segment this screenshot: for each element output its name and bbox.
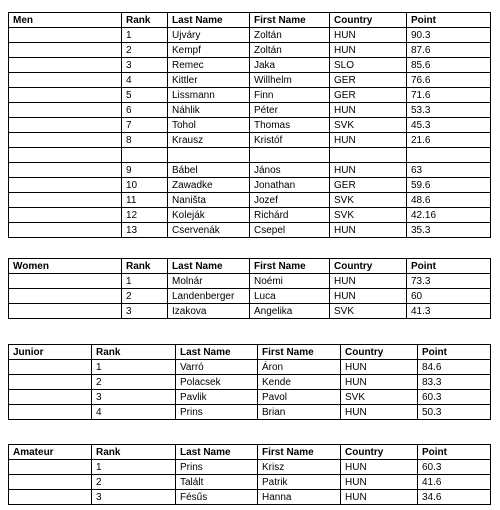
cell-rank: 1 (122, 274, 168, 289)
cell-rank: 10 (122, 178, 168, 193)
cell-first-name: Jonathan (250, 178, 330, 193)
cell-last-name: Náhlik (168, 103, 250, 118)
cell-rank: 9 (122, 163, 168, 178)
cell-point: 85.6 (407, 58, 491, 73)
cell-first-name (250, 148, 330, 163)
header-category: Men (9, 13, 122, 28)
junior-results-table (8, 344, 491, 420)
cell-category (9, 118, 122, 133)
table-row (9, 304, 491, 319)
cell-last-name: Prins (176, 460, 258, 475)
cell-rank: 2 (122, 289, 168, 304)
cell-point: 53.3 (407, 103, 491, 118)
cell-rank: 7 (122, 118, 168, 133)
cell-first-name: Krisz (258, 460, 341, 475)
cell-category (9, 360, 92, 375)
cell-rank (122, 148, 168, 163)
cell-last-name: Kempf (168, 43, 250, 58)
cell-category (9, 133, 122, 148)
table-header-row (9, 345, 491, 360)
table-header-row (9, 445, 491, 460)
cell-rank: 8 (122, 133, 168, 148)
cell-rank: 2 (122, 43, 168, 58)
cell-last-name: Krausz (168, 133, 250, 148)
cell-last-name: Koleják (168, 208, 250, 223)
cell-point: 63 (407, 163, 491, 178)
cell-country: HUN (330, 223, 407, 238)
cell-first-name: Jozef (250, 193, 330, 208)
header-category: Women (9, 259, 122, 274)
cell-category (9, 193, 122, 208)
cell-rank: 1 (92, 460, 176, 475)
men-results-table (8, 12, 491, 238)
header-first-name: First Name (258, 345, 341, 360)
cell-country: HUN (341, 405, 418, 420)
cell-first-name: Luca (250, 289, 330, 304)
cell-rank: 5 (122, 88, 168, 103)
cell-last-name: Remec (168, 58, 250, 73)
cell-point: 41.6 (418, 475, 491, 490)
table-row (9, 193, 491, 208)
table-row (9, 133, 491, 148)
cell-rank: 1 (122, 28, 168, 43)
cell-country: HUN (330, 163, 407, 178)
cell-last-name: Zawadke (168, 178, 250, 193)
cell-first-name: Péter (250, 103, 330, 118)
cell-rank: 6 (122, 103, 168, 118)
cell-country: SLO (330, 58, 407, 73)
header-country: Country (341, 345, 418, 360)
cell-rank: 11 (122, 193, 168, 208)
cell-last-name: Landenberger (168, 289, 250, 304)
cell-first-name: Kende (258, 375, 341, 390)
women-results-table (8, 258, 491, 319)
cell-first-name: Hanna (258, 490, 341, 505)
table-row (9, 460, 491, 475)
cell-last-name: Talált (176, 475, 258, 490)
cell-first-name: Noémi (250, 274, 330, 289)
cell-category (9, 223, 122, 238)
cell-last-name: Cservenák (168, 223, 250, 238)
header-rank: Rank (92, 345, 176, 360)
cell-category (9, 460, 92, 475)
cell-rank: 4 (92, 405, 176, 420)
cell-point: 60 (407, 289, 491, 304)
table-row (9, 58, 491, 73)
cell-first-name: Richárd (250, 208, 330, 223)
cell-point: 45.3 (407, 118, 491, 133)
cell-last-name: Kittler (168, 73, 250, 88)
table-row (9, 375, 491, 390)
cell-point: 76.6 (407, 73, 491, 88)
table-row-spacer (9, 148, 491, 163)
cell-country: HUN (341, 475, 418, 490)
cell-first-name: Brian (258, 405, 341, 420)
cell-rank: 3 (92, 490, 176, 505)
cell-point: 90.3 (407, 28, 491, 43)
cell-last-name: Bábel (168, 163, 250, 178)
cell-point: 84.6 (418, 360, 491, 375)
cell-last-name: Ujváry (168, 28, 250, 43)
header-last-name: Last Name (176, 445, 258, 460)
cell-first-name: Willhelm (250, 73, 330, 88)
cell-rank: 12 (122, 208, 168, 223)
cell-last-name: Lissmann (168, 88, 250, 103)
cell-point: 48.6 (407, 193, 491, 208)
cell-rank: 3 (92, 390, 176, 405)
cell-country: HUN (330, 28, 407, 43)
table-row (9, 88, 491, 103)
header-point: Point (407, 259, 491, 274)
header-rank: Rank (92, 445, 176, 460)
cell-rank: 2 (92, 475, 176, 490)
cell-point: 41.3 (407, 304, 491, 319)
cell-point: 42.16 (407, 208, 491, 223)
cell-rank: 2 (92, 375, 176, 390)
cell-point: 34.6 (418, 490, 491, 505)
table-row (9, 43, 491, 58)
cell-category (9, 475, 92, 490)
cell-rank: 1 (92, 360, 176, 375)
cell-point: 35.3 (407, 223, 491, 238)
cell-rank: 13 (122, 223, 168, 238)
header-rank: Rank (122, 13, 168, 28)
header-country: Country (330, 259, 407, 274)
cell-rank: 3 (122, 58, 168, 73)
cell-country (330, 148, 407, 163)
cell-category (9, 88, 122, 103)
table-header-row (9, 259, 491, 274)
cell-country: GER (330, 73, 407, 88)
header-point: Point (418, 345, 491, 360)
cell-country: HUN (341, 460, 418, 475)
cell-country: SVK (330, 118, 407, 133)
cell-point: 87.6 (407, 43, 491, 58)
cell-category (9, 73, 122, 88)
cell-category (9, 58, 122, 73)
cell-first-name: Kristóf (250, 133, 330, 148)
cell-category (9, 103, 122, 118)
cell-point (407, 148, 491, 163)
cell-category (9, 208, 122, 223)
table-row (9, 274, 491, 289)
cell-first-name: Patrik (258, 475, 341, 490)
header-last-name: Last Name (168, 259, 250, 274)
cell-first-name: Jaka (250, 58, 330, 73)
header-first-name: First Name (258, 445, 341, 460)
table-row (9, 289, 491, 304)
cell-country: HUN (330, 103, 407, 118)
cell-last-name: Varró (176, 360, 258, 375)
cell-category (9, 390, 92, 405)
cell-last-name (168, 148, 250, 163)
cell-first-name: Zoltán (250, 43, 330, 58)
cell-country: HUN (341, 490, 418, 505)
table-row (9, 73, 491, 88)
cell-last-name: Fésűs (176, 490, 258, 505)
cell-first-name: Csepel (250, 223, 330, 238)
cell-point: 83.3 (418, 375, 491, 390)
header-country: Country (330, 13, 407, 28)
header-rank: Rank (122, 259, 168, 274)
cell-point: 60.3 (418, 460, 491, 475)
cell-country: SVK (330, 193, 407, 208)
cell-country: HUN (330, 133, 407, 148)
table-row (9, 490, 491, 505)
cell-country: GER (330, 88, 407, 103)
cell-first-name: Angelika (250, 304, 330, 319)
cell-country: HUN (330, 274, 407, 289)
table-row (9, 405, 491, 420)
cell-country: HUN (330, 289, 407, 304)
header-point: Point (418, 445, 491, 460)
table-header-row (9, 13, 491, 28)
cell-last-name: Naništa (168, 193, 250, 208)
cell-category (9, 28, 122, 43)
table-row (9, 223, 491, 238)
table-row (9, 118, 491, 133)
table-row (9, 208, 491, 223)
cell-category (9, 490, 92, 505)
cell-category (9, 405, 92, 420)
cell-first-name: Zoltán (250, 28, 330, 43)
table-row (9, 360, 491, 375)
cell-last-name: Polacsek (176, 375, 258, 390)
cell-category (9, 375, 92, 390)
cell-country: SVK (330, 304, 407, 319)
header-first-name: First Name (250, 13, 330, 28)
header-category: Amateur (9, 445, 92, 460)
cell-first-name: Thomas (250, 118, 330, 133)
cell-point: 21.6 (407, 133, 491, 148)
cell-first-name: János (250, 163, 330, 178)
cell-category (9, 148, 122, 163)
cell-country: SVK (330, 208, 407, 223)
cell-country: GER (330, 178, 407, 193)
cell-country: HUN (341, 375, 418, 390)
cell-country: HUN (341, 360, 418, 375)
cell-first-name: Áron (258, 360, 341, 375)
cell-first-name: Finn (250, 88, 330, 103)
cell-rank: 4 (122, 73, 168, 88)
cell-category (9, 163, 122, 178)
cell-last-name: Prins (176, 405, 258, 420)
table-row (9, 103, 491, 118)
header-first-name: First Name (250, 259, 330, 274)
cell-last-name: Pavlik (176, 390, 258, 405)
cell-point: 73.3 (407, 274, 491, 289)
cell-last-name: Izakova (168, 304, 250, 319)
table-row (9, 163, 491, 178)
cell-category (9, 43, 122, 58)
table-row (9, 475, 491, 490)
cell-country: HUN (330, 43, 407, 58)
cell-category (9, 274, 122, 289)
amateur-results-table (8, 444, 491, 505)
header-country: Country (341, 445, 418, 460)
header-last-name: Last Name (176, 345, 258, 360)
cell-category (9, 289, 122, 304)
header-last-name: Last Name (168, 13, 250, 28)
cell-category (9, 304, 122, 319)
table-row (9, 390, 491, 405)
cell-last-name: Tohol (168, 118, 250, 133)
cell-country: SVK (341, 390, 418, 405)
cell-point: 59.6 (407, 178, 491, 193)
cell-category (9, 178, 122, 193)
cell-rank: 3 (122, 304, 168, 319)
header-category: Junior (9, 345, 92, 360)
cell-point: 50.3 (418, 405, 491, 420)
cell-point: 71.6 (407, 88, 491, 103)
table-row (9, 178, 491, 193)
cell-point: 60.3 (418, 390, 491, 405)
cell-last-name: Molnár (168, 274, 250, 289)
table-row (9, 28, 491, 43)
cell-first-name: Pavol (258, 390, 341, 405)
header-point: Point (407, 13, 491, 28)
